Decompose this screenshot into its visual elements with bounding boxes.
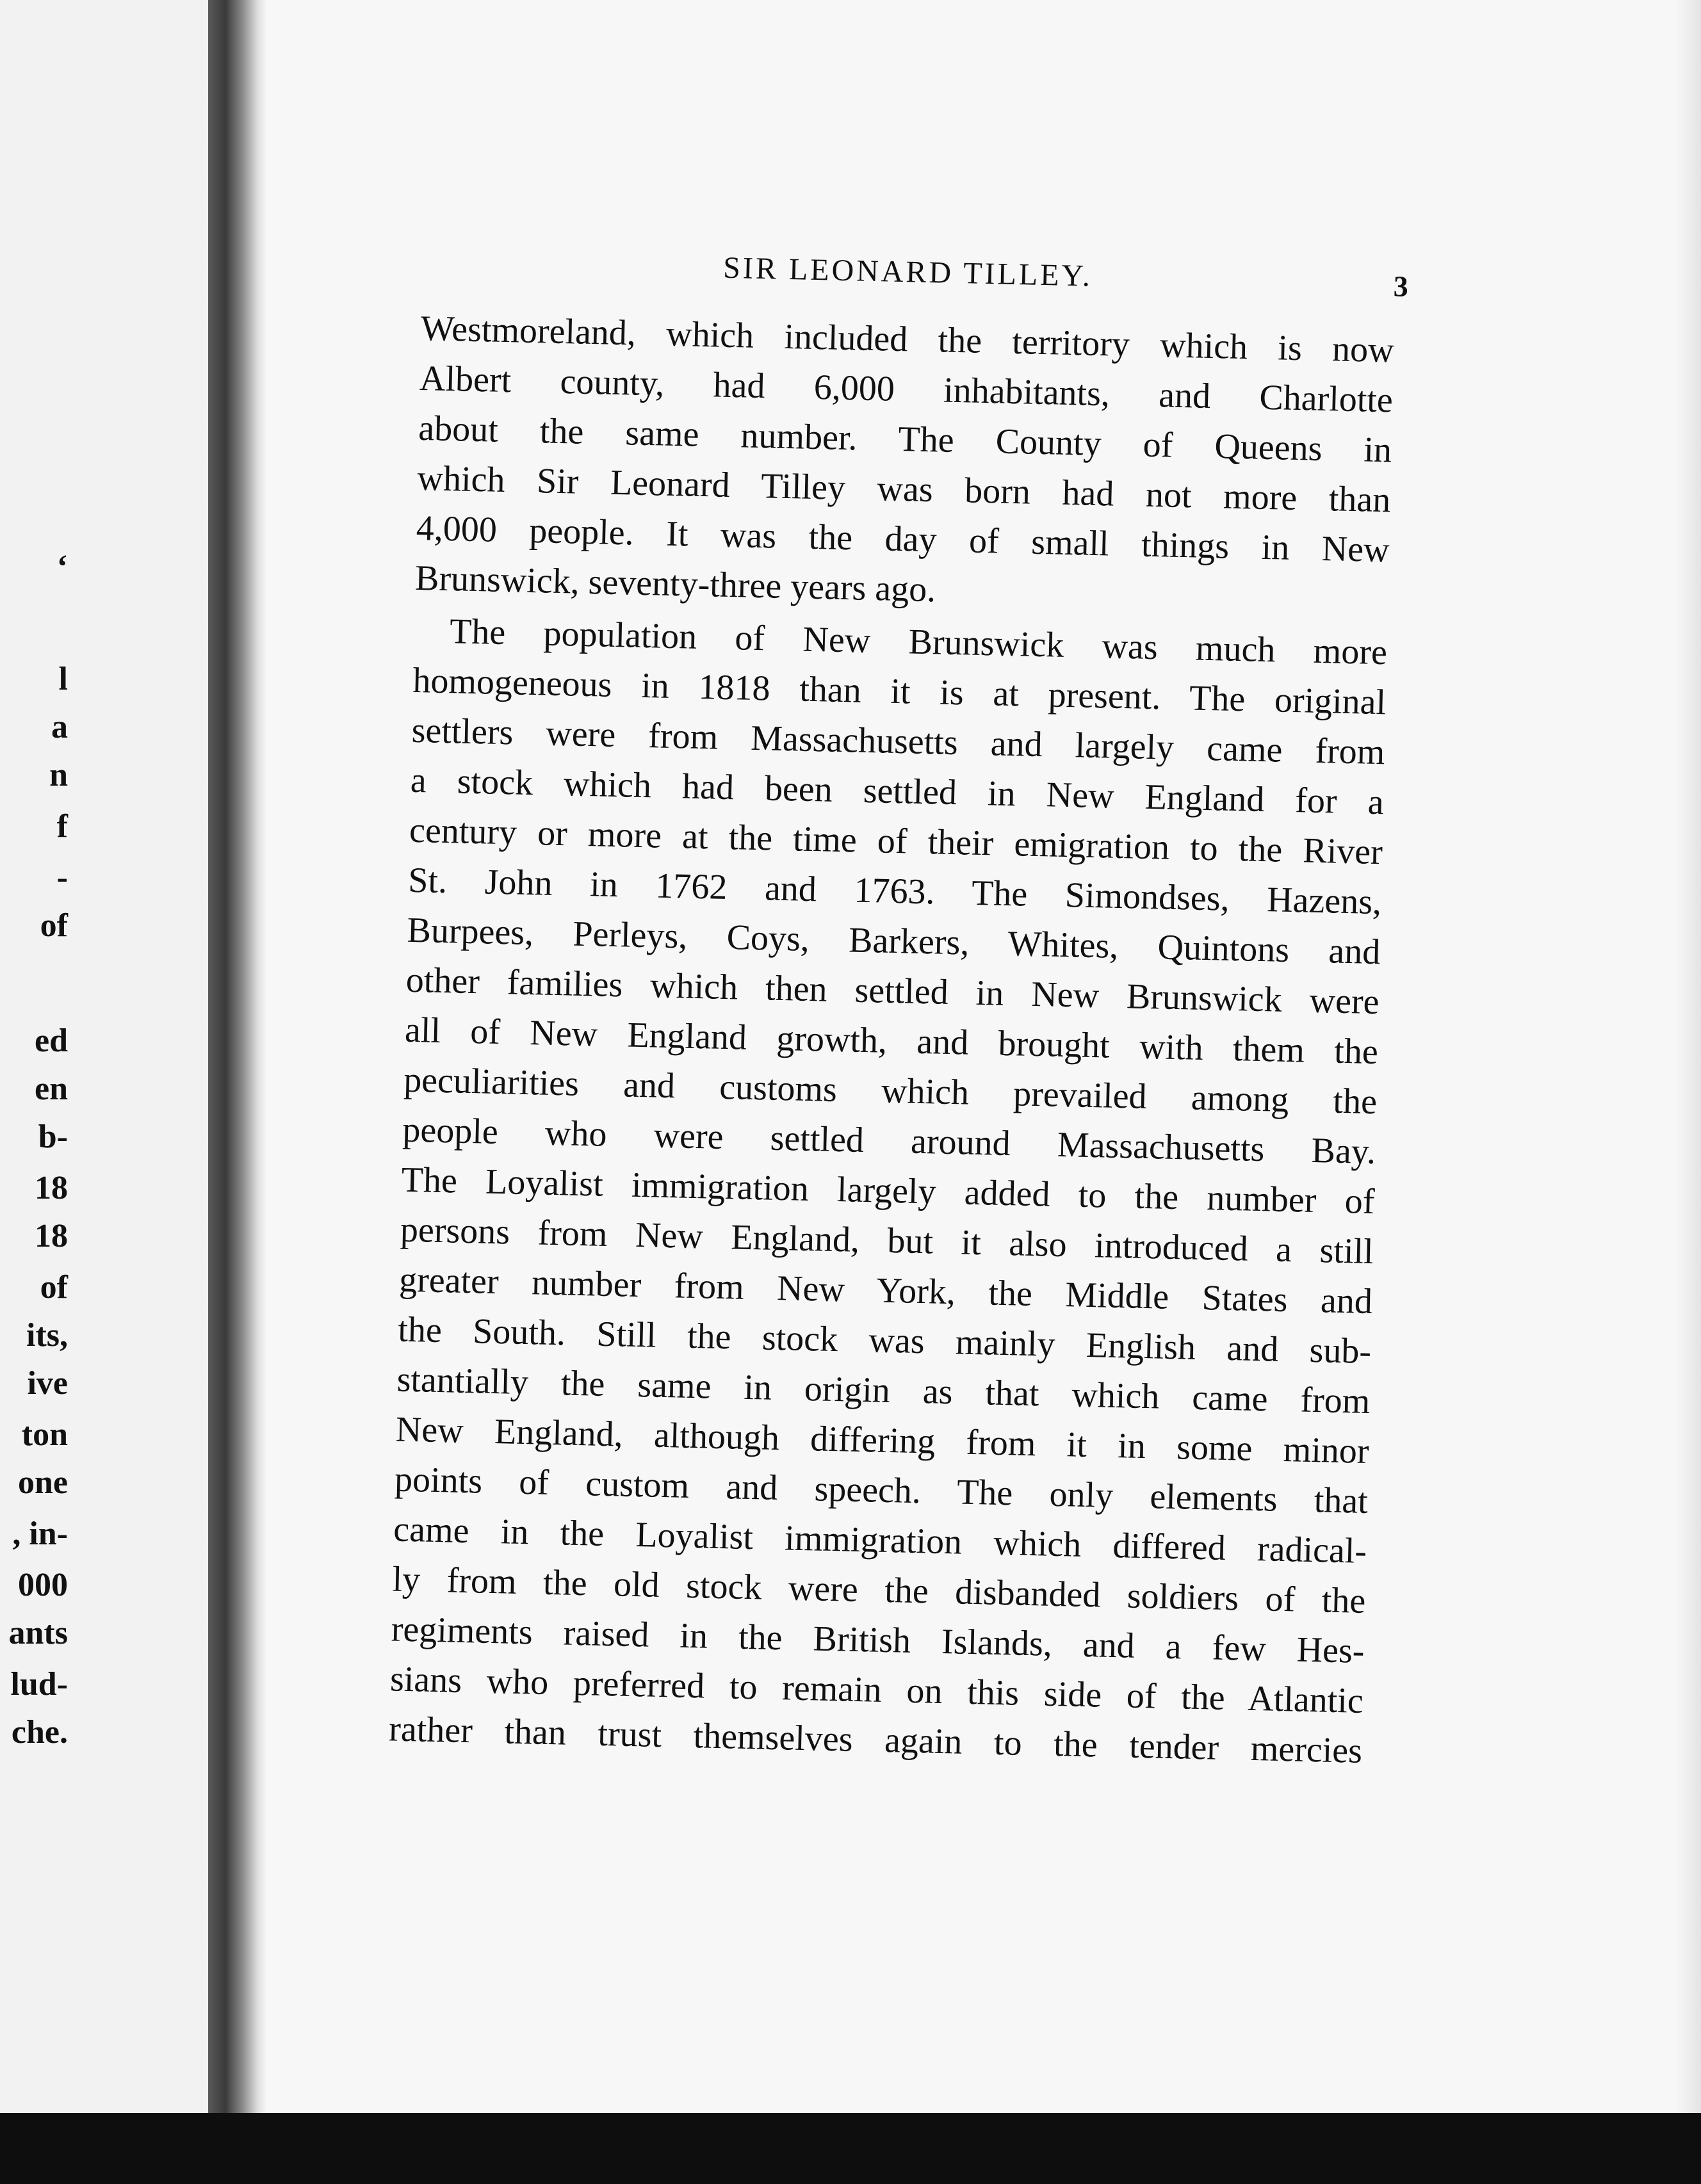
text-line: a stock which had been settled in New England for a [410,760,1385,823]
text-line: people who were settled around Massachusetts Bay. [402,1110,1376,1172]
page-text-block [388,243,1409,1776]
text-line: regiments raised in the British Islands, and a few Hes- [391,1609,1365,1671]
text-line: peculiarities and customs which prevailed among the [403,1060,1378,1122]
left-page-fragment: lud- [10,1666,68,1703]
left-page-fragment: ed [35,1023,68,1059]
text-line: stantially the same in origin as that which came from [396,1359,1371,1422]
text-line: persons from New England, but it also introduced a still [400,1209,1374,1272]
text-line: which Sir Leonard Tilley was born had not more than [416,458,1391,521]
text-line: sians who preferred to remain on this side of the Atlantic [389,1659,1364,1721]
text-line: greater number from New York, the Middle States and [398,1259,1373,1322]
left-page-fragment: en [35,1071,68,1107]
text-line: the South. Still the stock was mainly English and sub- [397,1309,1372,1372]
left-page-fragment: 18 [35,1170,68,1206]
left-page-text-fragments [0,0,77,2113]
text-line: all of New England growth, and brought with them the [404,1010,1379,1072]
text-line: New England, although differing from it in some minor [395,1409,1370,1471]
text-line: homogeneous in 1818 than it is at present. The original [412,660,1387,723]
book-gutter-shadow [208,0,266,2113]
scan-bottom-edge [0,2113,1701,2184]
left-page-fragment: f [56,808,68,845]
left-page-fragment: one [18,1464,68,1501]
left-page-fragment: che. [11,1714,68,1751]
text-line: century or more at the time of their emigration to the River [409,810,1383,873]
text-line: rather than trust themselves again to the tender mercies [388,1709,1363,1771]
running-title: SIR LEONARD TILLEY. [722,250,1093,293]
text-line: other families which then settled in New Brunswick were [405,960,1380,1023]
text-line: 4,000 people. It was the day of small things in New [416,508,1390,570]
left-page-fragment: of [40,1269,68,1306]
text-line: points of custom and speech. The only elements that [394,1459,1369,1521]
page-number: 3 [1393,270,1409,303]
text-line: settlers were from Massachusetts and largely came from [411,710,1386,773]
left-page-fragment: of [40,907,68,944]
left-page-fragment: - [56,859,68,896]
text-line: Burpees, Perleys, Coys, Barkers, Whites, Quintons and [406,910,1381,973]
left-page-fragment: its, [26,1317,68,1354]
left-page-fragment: ‘ [56,549,68,585]
left-page-fragment: ton [21,1416,68,1453]
paragraph-2 [388,606,1387,1776]
paragraph-1 [414,303,1394,625]
text-line: came in the Loyalist immigration which differed radical- [393,1509,1367,1571]
text-line: ly from the old stock were the disbanded soldiers of the [391,1559,1366,1621]
left-page-fragment: l [58,661,68,697]
left-page-fragment: ants [8,1615,68,1651]
text-line: St. John in 1762 and 1763. The Simondses, Hazens, [407,860,1382,923]
text-line: about the same number. The County of Queens in [418,408,1392,471]
left-page-fragment: n [49,757,68,793]
left-page-fragment: ive [27,1365,68,1402]
text-line: Brunswick, seventy-three years ago. [414,558,936,610]
page-edge-shadow [1675,0,1701,2113]
left-page-fragment: , in- [12,1516,68,1552]
left-page-fragment: b- [38,1119,68,1155]
left-page-fragment: a [51,709,68,745]
text-line: The Loyalist immigration largely added to the number of [401,1160,1376,1222]
left-page-fragment: 000 [18,1567,68,1603]
text-line: The population of New Brunswick was much more [449,611,1388,673]
text-line: Westmoreland, which included the territory which is now [420,308,1395,371]
text-line: Albert county, had 6,000 inhabitants, and Charlotte [419,358,1394,421]
left-facing-page [0,0,211,2113]
left-page-fragment: 18 [35,1218,68,1254]
